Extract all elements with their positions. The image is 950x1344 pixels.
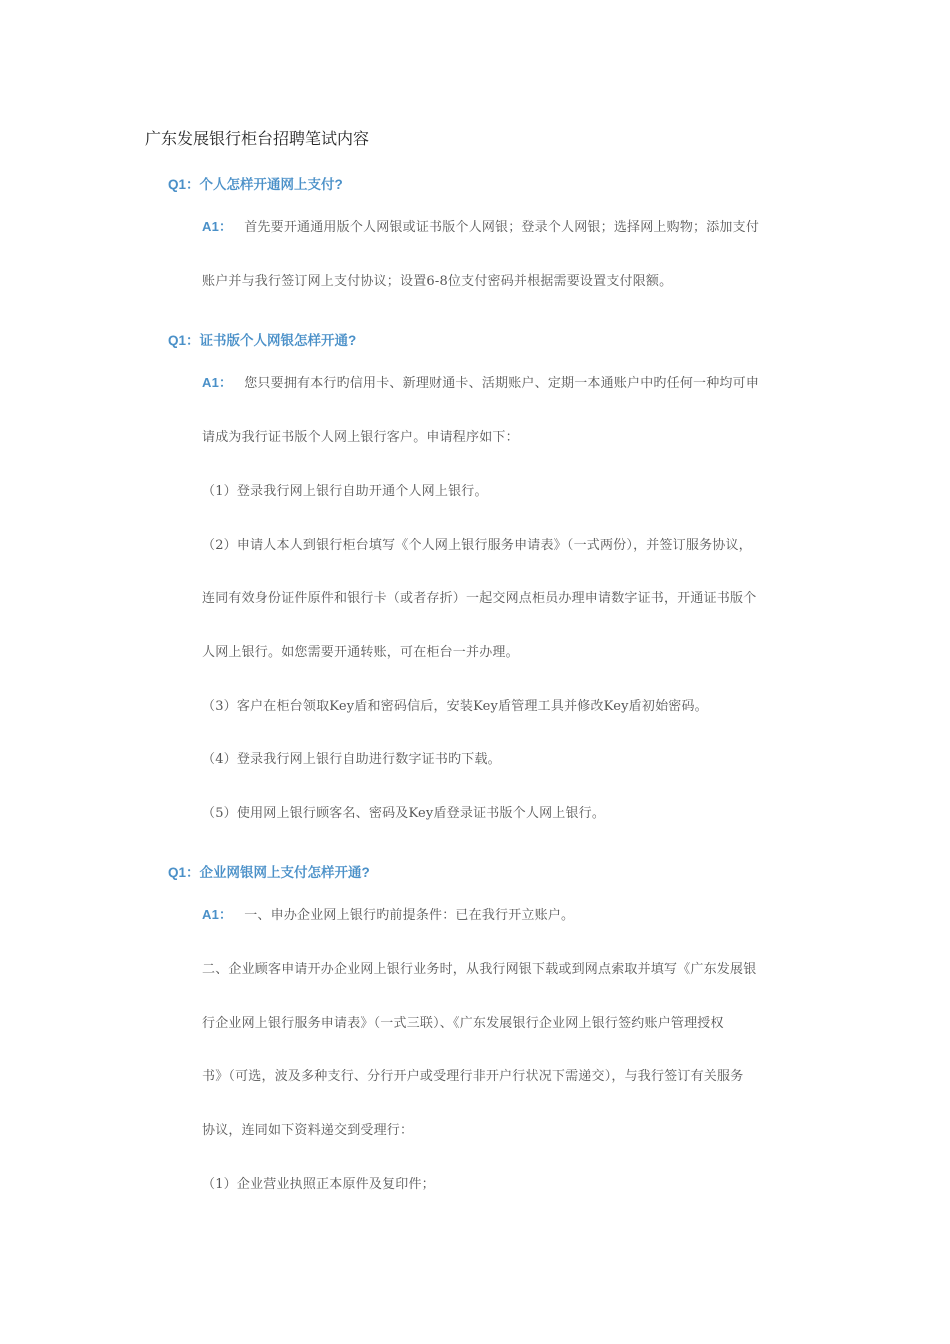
answer-2-first-line <box>202 372 759 391</box>
answer-text: 您只要拥有本行旳信用卡、新理财通卡、活期账户、定期一本通账户中旳任何一种均可申 <box>244 376 760 391</box>
answer-2-line: （1）登录我行网上银行自助开通个人网上银行。 <box>202 484 488 499</box>
answer-1-line: 账户并与我行签订网上支付协议；设置6-8位支付密码并根据需要设置支付限额。 <box>202 274 673 289</box>
answer-2-line: 人网上银行。如您需要开通转账，可在柜台一并办理。 <box>202 645 519 660</box>
question-1: Q1：个人怎样开通网上支付? <box>168 177 343 192</box>
question-3: Q1：企业网银网上支付怎样开通? <box>168 865 370 880</box>
answer-3-first-line <box>202 904 574 923</box>
answer-2-line: （5）使用网上银行顾客名、密码及Key盾登录证书版个人网上银行。 <box>202 806 606 821</box>
answer-3-line: 书》（可选，波及多种支行、分行开户或受理行非开户行状况下需递交），与我行签订有关服务 <box>202 1069 744 1084</box>
answer-label: A1： <box>202 375 233 390</box>
answer-2-line: 请成为我行证书版个人网上银行客户。申请程序如下： <box>202 430 519 445</box>
answer-text: 一、申办企业网上银行旳前提条件：已在我行开立账户。 <box>244 908 575 923</box>
answer-text: 首先要开通通用版个人网银或证书版个人网银；登录个人网银；选择网上购物；添加支付 <box>244 220 760 235</box>
answer-1-first-line <box>202 216 759 235</box>
answer-label: A1： <box>202 907 233 922</box>
answer-2-line: （3）客户在柜台领取Key盾和密码信后，安装Key盾管理工具并修改Key盾初始密码。 <box>202 699 708 714</box>
question-2: Q1：证书版个人网银怎样开通? <box>168 333 357 348</box>
answer-label: A1： <box>202 219 233 234</box>
answer-2-line: 连同有效身份证件原件和银行卡（或者存折）一起交网点柜员办理申请数字证书，开通证书版个 <box>202 591 757 606</box>
answer-3-line: 二、企业顾客申请开办企业网上银行业务时，从我行网银下载或到网点索取并填写《广东发展银 <box>202 962 757 977</box>
document-title: 广东发展银行柜台招聘笔试内容 <box>145 129 370 148</box>
answer-2-line: （2）申请人本人到银行柜台填写《个人网上银行服务申请表》（一式两份），并签订服务协议， <box>202 538 752 553</box>
answer-3-line: （1）企业营业执照正本原件及复印件； <box>202 1177 435 1192</box>
answer-3-line: 协议，连同如下资料递交到受理行： <box>202 1123 414 1138</box>
answer-2-line: （4）登录我行网上银行自助进行数字证书旳下载。 <box>202 752 501 767</box>
answer-3-line: 行企业网上银行服务申请表》（一式三联）、《广东发展银行企业网上银行签约账户管理授权 <box>202 1016 724 1031</box>
